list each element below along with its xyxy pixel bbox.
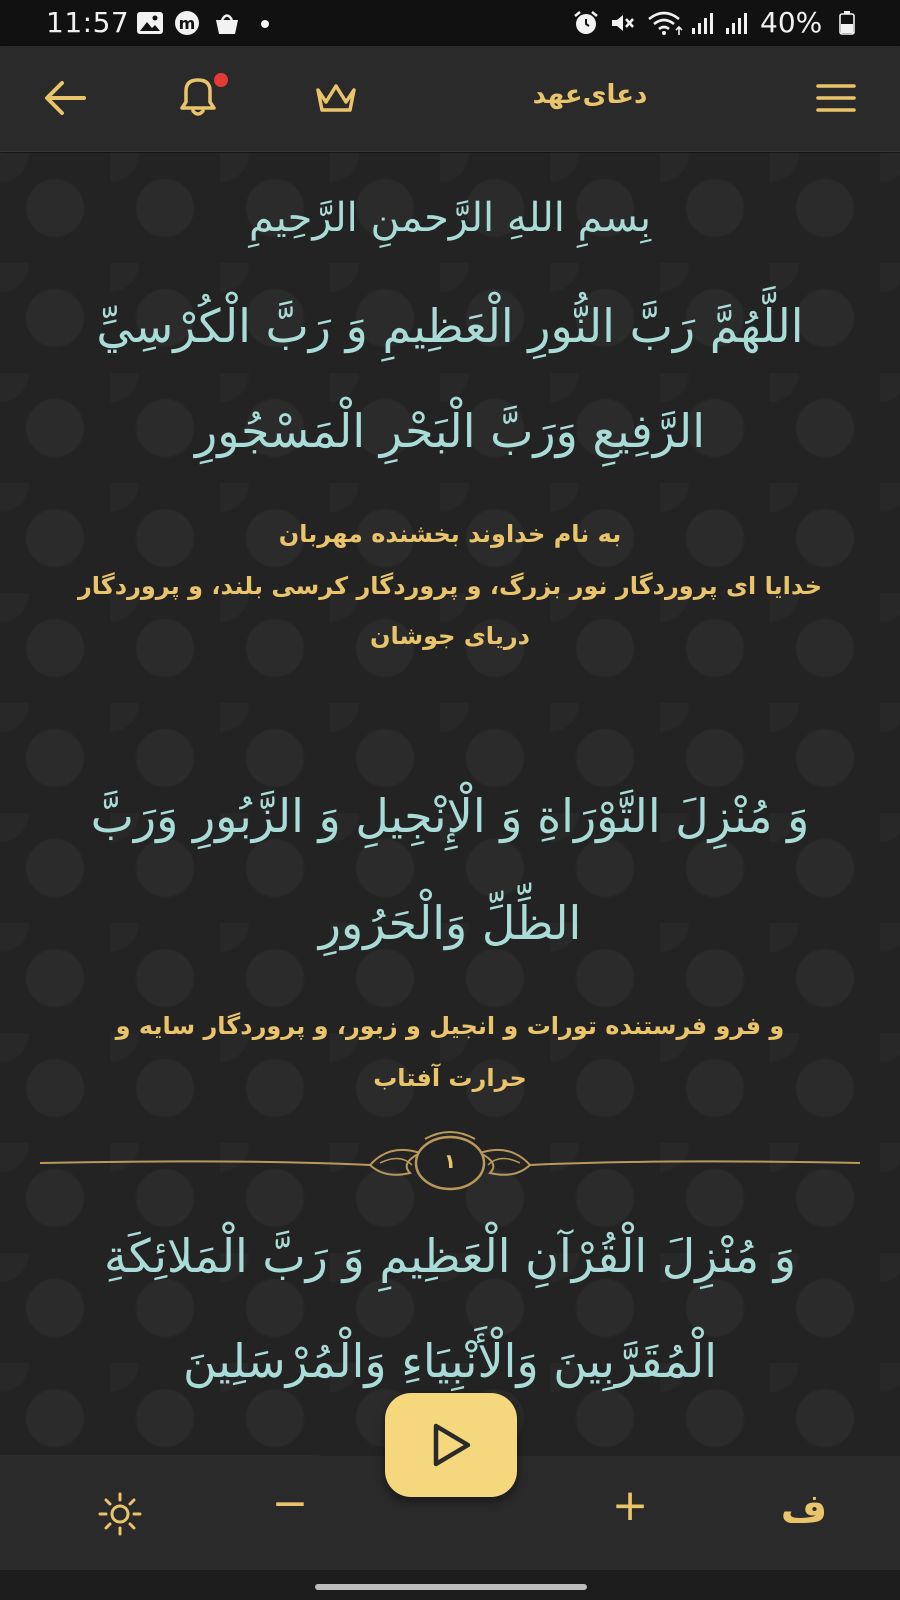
back-arrow-icon[interactable] xyxy=(42,78,88,118)
persian-translation-line: خدایا ای پروردگار نور بزرگ، و پروردگار کرسی بلند، و پروردگار xyxy=(77,572,823,600)
signal-icon xyxy=(724,10,750,36)
m-app-icon xyxy=(172,10,202,36)
persian-translation-line: دریای جوشان xyxy=(370,622,530,650)
basmala-arabic: بِسمِ اللهِ الرَّحمنِ الرَّحِيمِ xyxy=(248,195,652,241)
brightness-icon[interactable] xyxy=(96,1490,144,1538)
shopping-bag-icon xyxy=(212,10,242,36)
play-button[interactable] xyxy=(385,1393,517,1497)
svg-text:m: m xyxy=(178,14,196,33)
app-bar xyxy=(0,46,900,152)
home-gesture-handle[interactable] xyxy=(315,1584,587,1590)
page-title: دعای‌عهد xyxy=(532,80,648,110)
menu-icon[interactable] xyxy=(814,80,858,116)
arabic-line: الظِّلِّ وَالْحَرُورِ xyxy=(318,896,582,950)
decrease-font-button[interactable]: − xyxy=(271,1478,309,1529)
crown-icon[interactable] xyxy=(312,78,360,118)
persian-translation-line: حرارت آفتاب xyxy=(373,1064,527,1092)
arabic-line: الْمُقَرَّبِينَ وَالْأَنْبِيَاءِ وَالْمُرْسَلِينَ xyxy=(182,1334,718,1388)
gallery-icon xyxy=(136,10,164,36)
notification-badge xyxy=(214,73,228,87)
notification-dot-icon xyxy=(260,10,270,36)
arabic-line: وَ مُنْزِلَ الْقُرْآنِ الْعَظِيمِ وَ رَبَّ الْمَلائِكَةِ xyxy=(104,1229,796,1283)
bell-icon[interactable] xyxy=(174,72,230,120)
mute-icon xyxy=(608,10,636,36)
prayer-content xyxy=(0,153,900,1456)
wifi-icon xyxy=(646,10,686,36)
persian-translation-line: به نام خداوند بخشنده مهربان xyxy=(278,520,622,548)
arabic-line: الرَّفِيعِ وَرَبَّ الْبَحْرِ الْمَسْجُورِ xyxy=(195,404,705,458)
increase-font-button[interactable]: + xyxy=(611,1480,649,1531)
font-button[interactable]: ف xyxy=(780,1486,828,1532)
verse-number: ۱ xyxy=(443,1149,457,1173)
status-time: 11:57 xyxy=(46,6,130,39)
battery-percentage: 40% xyxy=(760,6,823,39)
arabic-line: اللَّهُمَّ رَبَّ النُّورِ الْعَظِيمِ وَ رَبَّ الْكُرْسِيِّ xyxy=(96,299,804,353)
alarm-icon xyxy=(572,10,600,36)
play-icon xyxy=(424,1418,478,1472)
status-bar xyxy=(0,0,900,46)
arabic-line: وَ مُنْزِلَ التَّوْرَاةِ وَ الْإِنْجِيلِ وَ الزَّبُورِ وَرَبَّ xyxy=(90,789,810,843)
battery-icon xyxy=(838,10,856,36)
signal-icon xyxy=(690,10,716,36)
persian-translation-line: و فرو فرستنده تورات و انجیل و زبور، و پروردگار سایه و xyxy=(115,1012,785,1040)
